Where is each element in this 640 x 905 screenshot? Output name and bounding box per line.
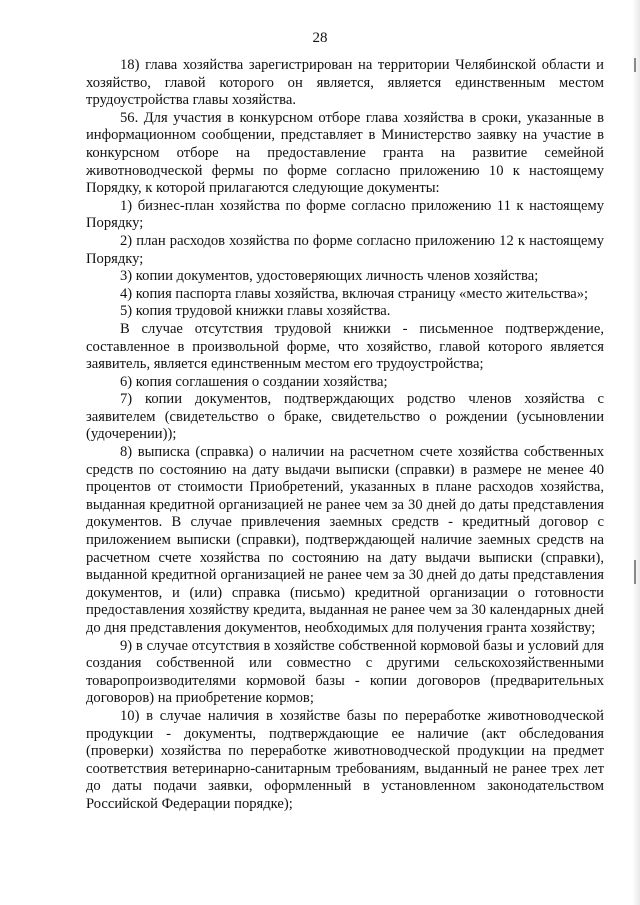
list-item-3: 3) копии документов, удостоверяющих личность членов хозяйства; bbox=[120, 268, 539, 285]
document-body bbox=[86, 57, 604, 814]
paragraph-section-56: 56. Для участия в конкурсном отборе глава хозяйства в сроки, указанные в информационном сообщении, представляет в Министерство заявку на участие в конкурсном отборе на предоставление гранта на развитие семейной животноводческой фермы по форме согласно приложению 10 к настоящему Порядку, к которой прилагаются следующие документы: bbox=[86, 109, 604, 197]
list-item-1: 1) бизнес-план хозяйства по форме согласно приложению 11 к настоящему Порядку; bbox=[86, 197, 604, 232]
scan-mark bbox=[634, 560, 636, 584]
paragraph-note: В случае отсутствия трудовой книжки - письменное подтверждение, составленное в произвольной форме, что хозяйство, главой которого является заявитель, является единственным местом его трудоустройства; bbox=[86, 320, 604, 373]
list-item-4: 4) копия паспорта главы хозяйства, включая страницу «место жительства»; bbox=[120, 285, 589, 302]
list-item-7: 7) копии документов, подтверждающих родство членов хозяйства с заявителем (свидетельство о браке, свидетельство о рождении (усыновлении (удочерении)); bbox=[86, 391, 604, 443]
scan-edge bbox=[632, 0, 640, 905]
list-item-9: 9) в случае отсутствия в хозяйстве собственной кормовой базы и условий для создания собственной или совместно с другими сельскохозяйственными товаропроизводителями кормовой базы - копии договоров (предварительных договоров) на приобретение кормов; bbox=[86, 637, 604, 707]
page-number: 28 bbox=[312, 30, 328, 46]
paragraph-item-18: 18) глава хозяйства зарегистрирован на территории Челябинской области и хозяйство, главой которого он является, является единственным местом трудоустройства главы хозяйства. bbox=[86, 57, 604, 109]
scan-mark bbox=[634, 58, 636, 72]
list-item-8: 8) выписка (справка) о наличии на расчетном счете хозяйства собственных средств по состоянию на дату выдачи выписки (справки) в размере не менее 40 процентов от стоимости Приобретений, указанных в плане расходов хозяйства, выданная кредитной организацией не ранее чем за 30 дней до даты представления документов. В случае привлечения заемных средств - кредитный договор с приложением выписки (справки), подтверждающей наличие заемных средств на расчетном счете хозяйства по состоянию на дату выдачи выписки (справки), выданной кредитной организацией не ранее чем за 30 дней до даты представления документов, и (или) справка (письмо) кредитной организации о готовности предоставления хозяйству кредита, выданная не ранее чем за 30 календарных дней до дня представления документов, необходимых для получения гранта хозяйству; bbox=[86, 444, 604, 636]
list-item-10: 10) в случае наличия в хозяйстве базы по переработке животноводческой продукции - документы, подтверждающие ее наличие (акт обследования (проверки) хозяйства по переработке животноводческой продукции на предмет соответствия ветеринарно-санитарным требованиям, выданный не ранее трех лет до даты подачи заявки, оформленный в установленном законодательством Российской Федерации порядке); bbox=[86, 707, 604, 812]
list-item-6: 6) копия соглашения о создании хозяйства; bbox=[120, 373, 388, 390]
list-item-2: 2) план расходов хозяйства по форме согласно приложению 12 к настоящему Порядку; bbox=[86, 232, 604, 267]
list-item-5: 5) копия трудовой книжки главы хозяйства. bbox=[120, 303, 391, 320]
